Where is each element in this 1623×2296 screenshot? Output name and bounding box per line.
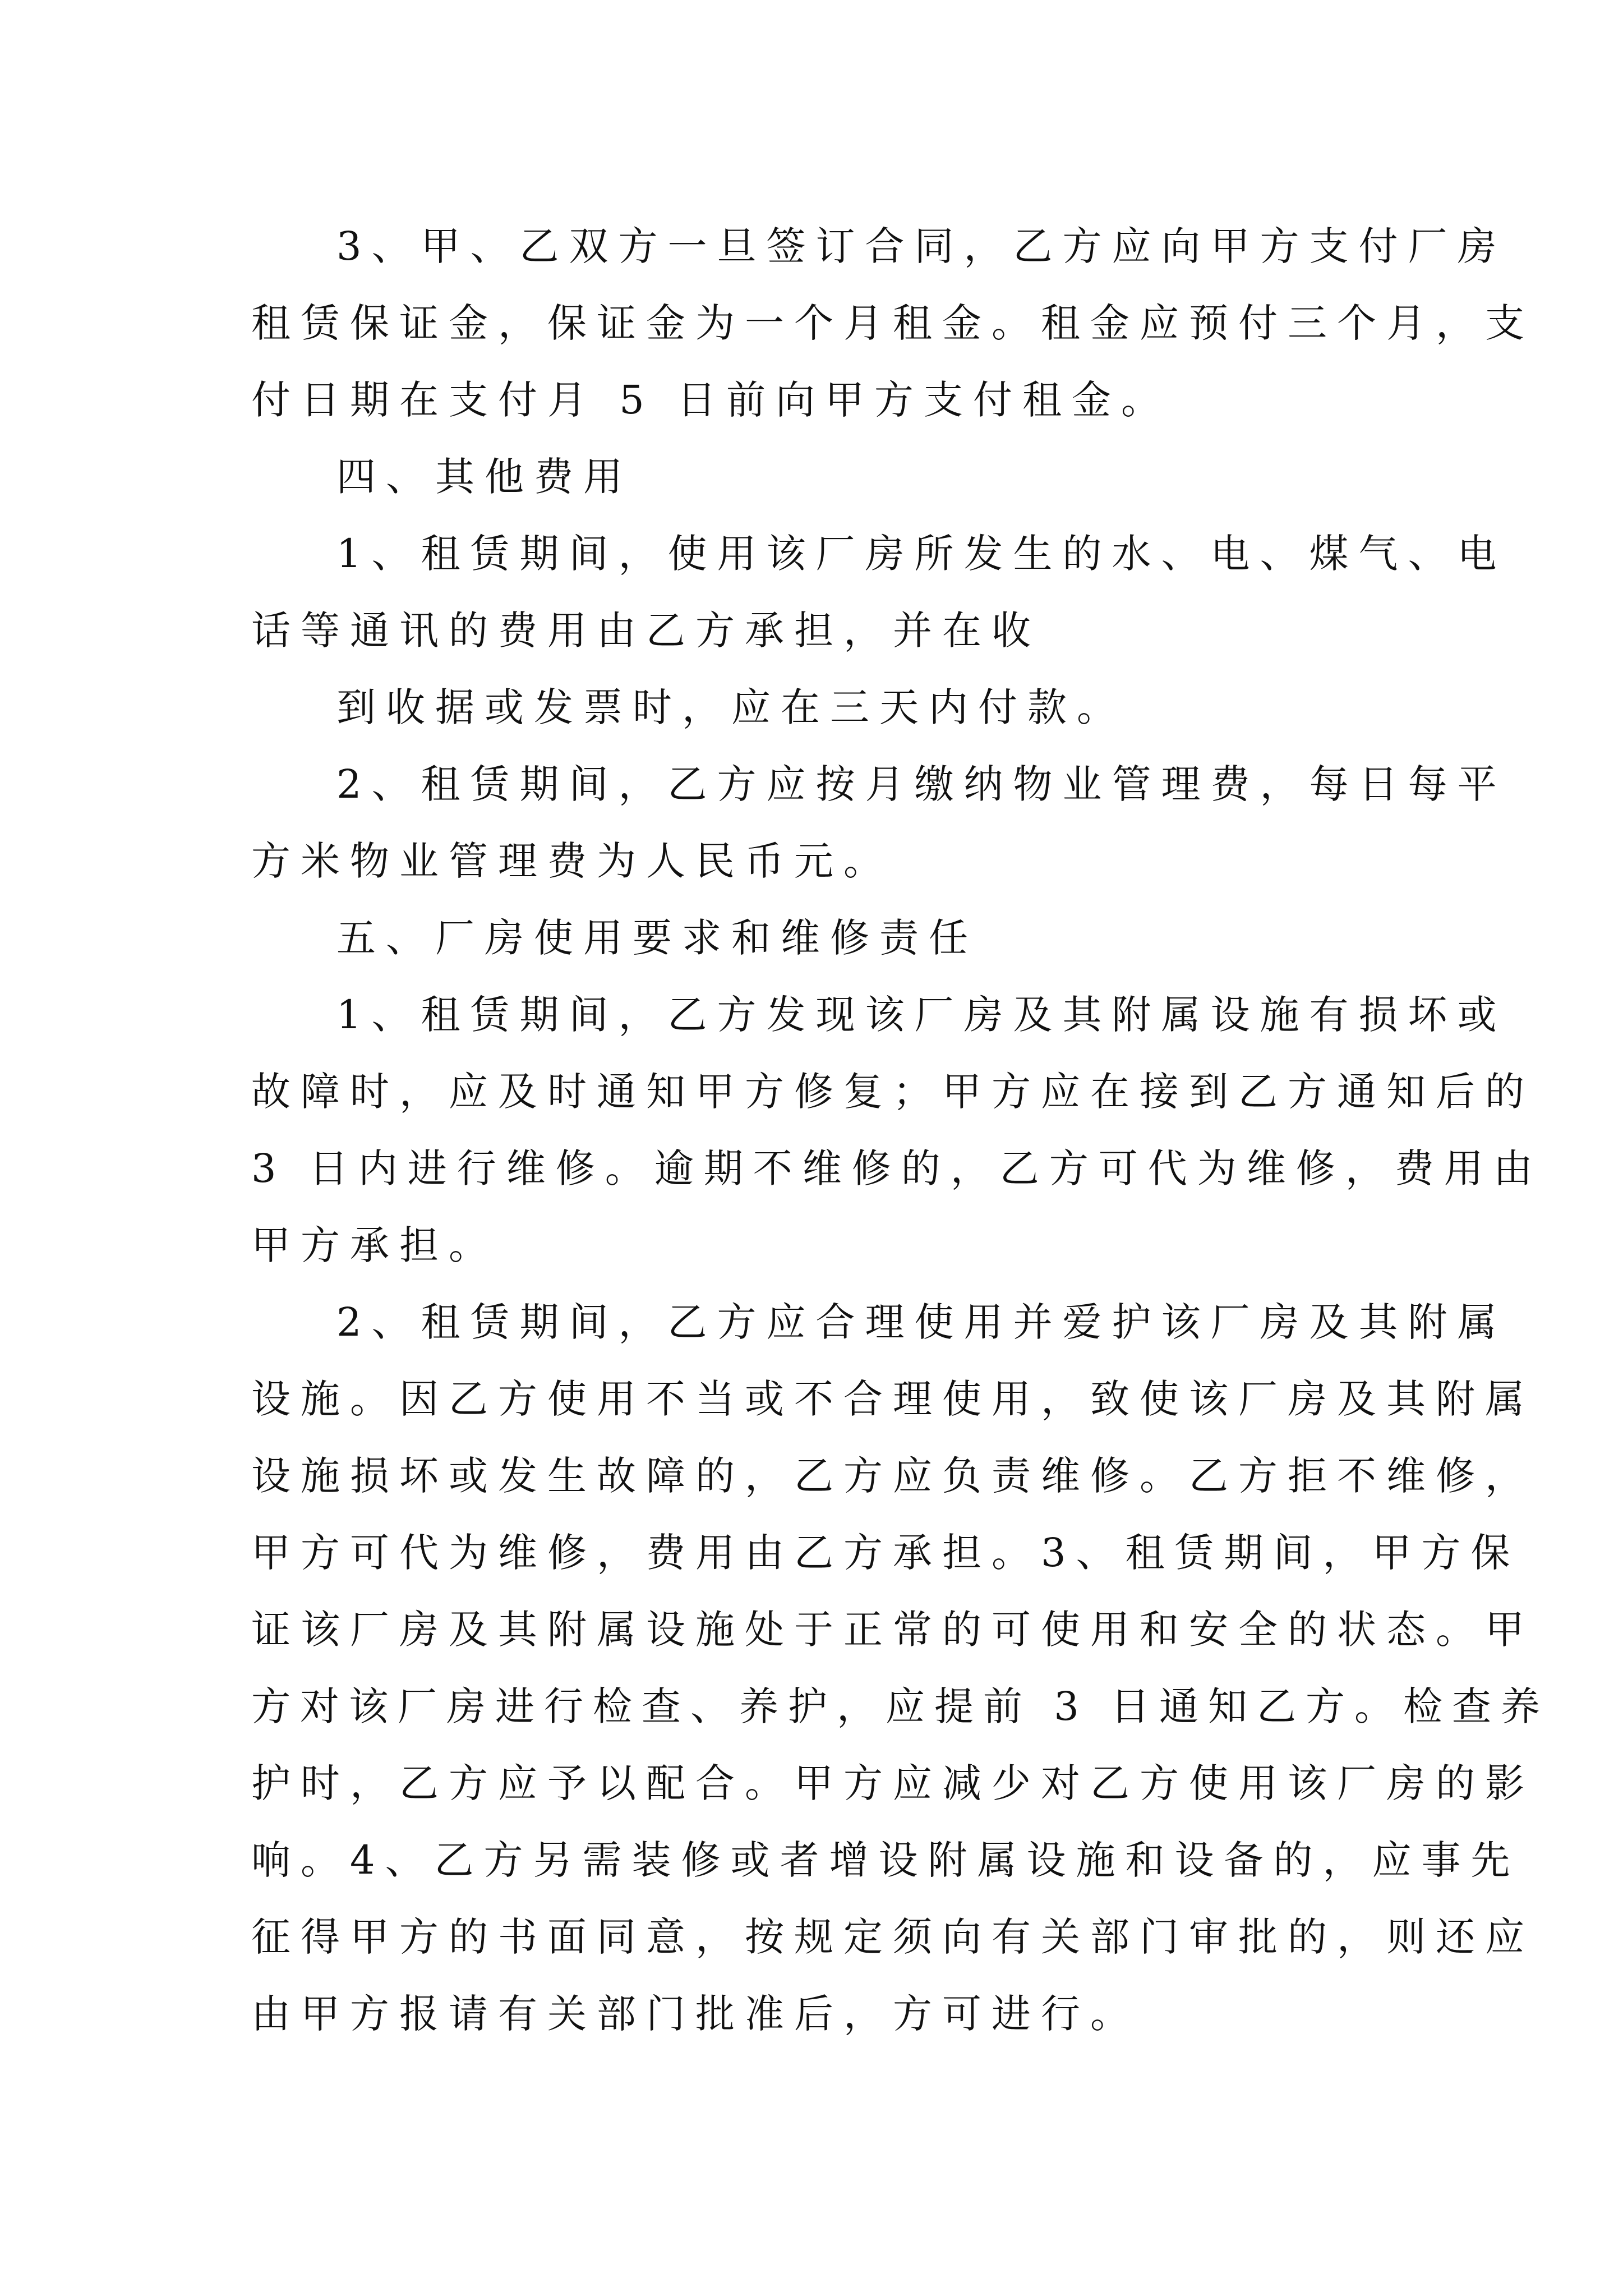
text-line: 租赁保证金，保证金为一个月租金。租金应预付三个月，支 bbox=[251, 300, 1534, 346]
text-line: 甲方可代为维修，费用由乙方承担。3、租赁期间，甲方保 bbox=[251, 1530, 1520, 1576]
text-line: 话等通讯的费用由乙方承担，并在收 bbox=[251, 608, 1041, 654]
text-line: 设施损坏或发生故障的，乙方应负责维修。乙方拒不维修， bbox=[251, 1453, 1534, 1499]
text-line: 3、甲、乙双方一旦签订合同，乙方应向甲方支付厂房 bbox=[336, 223, 1507, 269]
text-line: 2、租赁期间，乙方应按月缴纳物业管理费，每日每平 bbox=[336, 761, 1507, 807]
text-line: 甲方承担。 bbox=[251, 1222, 498, 1268]
text-line: 3 日内进行维修。逾期不维修的，乙方可代为维修，费用由 bbox=[251, 1145, 1543, 1191]
text-line: 2、租赁期间，乙方应合理使用并爱护该厂房及其附属 bbox=[336, 1299, 1507, 1345]
text-line: 1、租赁期间，使用该厂房所发生的水、电、煤气、电 bbox=[336, 531, 1507, 577]
text-line: 响。4、乙方另需装修或者增设附属设施和设备的，应事先 bbox=[251, 1837, 1520, 1883]
text-line: 故障时，应及时通知甲方修复；甲方应在接到乙方通知后的 bbox=[251, 1069, 1534, 1115]
text-line: 设施。因乙方使用不当或不合理使用，致使该厂房及其附属 bbox=[251, 1376, 1534, 1422]
section-heading: 四、其他费用 bbox=[336, 454, 633, 500]
text-line: 方米物业管理费为人民币元。 bbox=[251, 838, 893, 884]
text-line: 护时，乙方应予以配合。甲方应减少对乙方使用该厂房的影 bbox=[251, 1760, 1534, 1806]
text-line: 到收据或发票时，应在三天内付款。 bbox=[336, 684, 1126, 730]
text-line: 1、租赁期间，乙方发现该厂房及其附属设施有损坏或 bbox=[336, 992, 1507, 1038]
section-heading: 五、厂房使用要求和维修责任 bbox=[336, 915, 978, 961]
text-line: 证该厂房及其附属设施处于正常的可使用和安全的状态。甲 bbox=[251, 1607, 1534, 1653]
text-line: 方对该厂房进行检查、养护，应提前 3 日通知乙方。检查养 bbox=[251, 1683, 1550, 1729]
text-line: 由甲方报请有关部门批准后，方可进行。 bbox=[251, 1991, 1140, 2037]
text-line: 征得甲方的书面同意，按规定须向有关部门审批的，则还应 bbox=[251, 1914, 1534, 1960]
text-line: 付日期在支付月 5 日前向甲方支付租金。 bbox=[251, 377, 1171, 423]
